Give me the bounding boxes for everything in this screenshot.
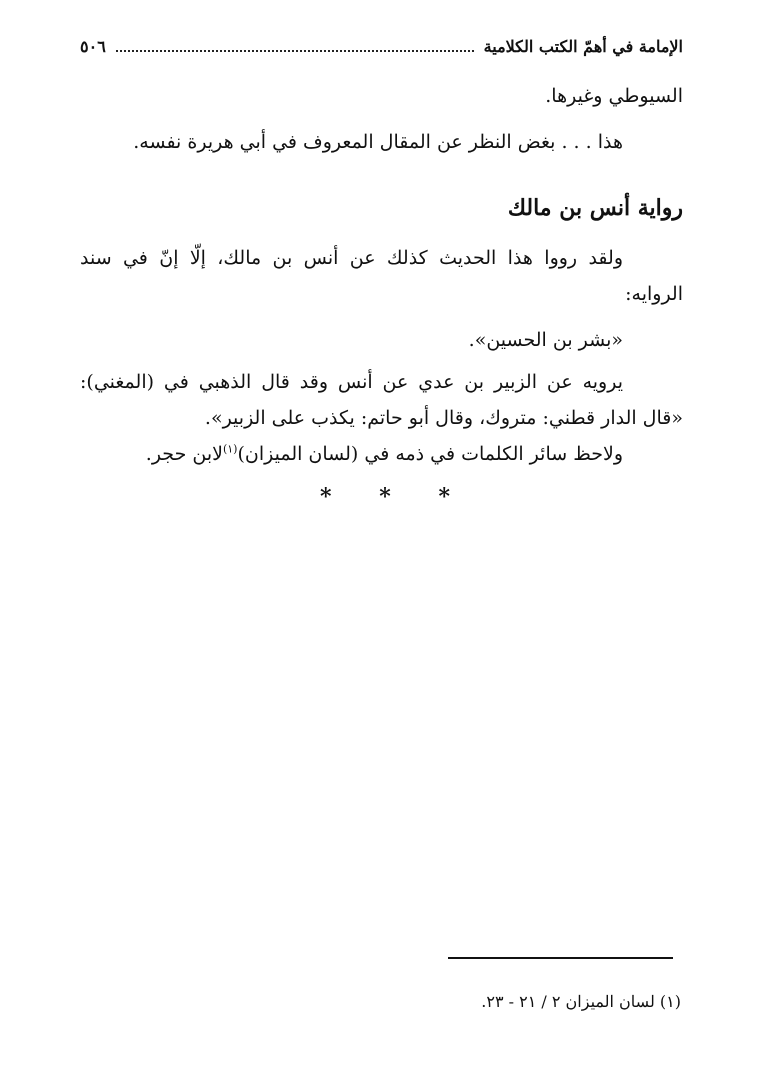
paragraph-2: يرويه عن الزبير بن عدي عن أنس وقد قال الذهبي في (المغني): «قال الدار قطني: متروك، وقال أبو حاتم: يكذب على الزبير». — [80, 371, 683, 429]
star-icon: * — [438, 484, 450, 510]
star-icon: * — [379, 484, 391, 510]
section-separator — [320, 484, 450, 510]
paragraph-3 — [80, 436, 683, 472]
section-heading: رواية أنس بن مالك — [507, 195, 683, 221]
running-header — [80, 32, 683, 60]
footnote-marker: (١) — [222, 442, 238, 456]
footnote-divider — [448, 957, 673, 959]
narrator-name: «بشر بن الحسين». — [468, 329, 623, 351]
star-icon: * — [320, 484, 332, 510]
book-title: الإمامة في أهمّ الكتب الكلامية — [483, 36, 683, 56]
paragraph-3-text: ولاحظ سائر الكلمات في ذمه في (لسان الميزان) — [237, 443, 623, 465]
paragraph-1: ولقد رووا هذا الحديث كذلك عن أنس بن مالك، إلّا إنّ في سند الروايه: — [80, 247, 683, 305]
paragraph-3-end: لابن حجر. — [145, 443, 223, 465]
footnote-1: (١) لسان الميزان ٢ / ٢١ - ٢٣. — [481, 992, 681, 1011]
body-line-1: السيوطي وغيرها. — [545, 85, 683, 107]
header-dot-leader — [116, 49, 474, 52]
page-number: ٥٠٦ — [80, 36, 106, 56]
body-line-2: هذا . . . بغض النظر عن المقال المعروف في أبي هريرة نفسه. — [133, 131, 623, 153]
